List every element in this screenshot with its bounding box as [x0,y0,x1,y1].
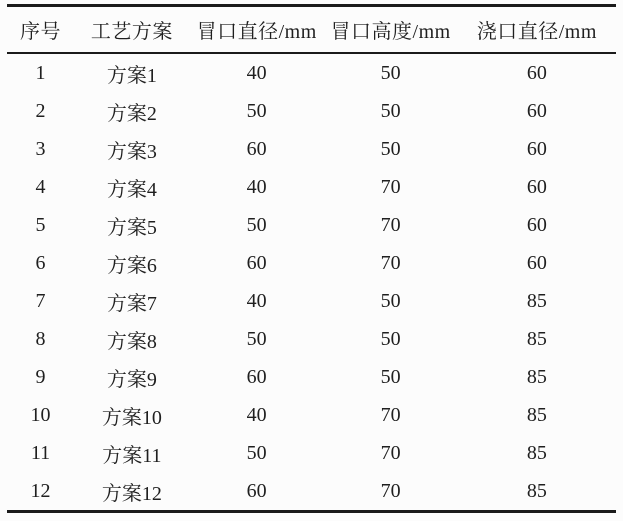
table-cell: 60 [246,365,267,388]
table-cell: 40 [246,289,267,312]
table-cell: 50 [380,137,401,160]
table-cell: 40 [246,175,267,198]
table-cell: 85 [526,441,547,464]
table-cell: 60 [526,99,547,122]
table-cell: 方案11 [102,444,162,467]
table-cell: 9 [35,365,46,388]
table-cell: 50 [246,327,267,350]
table-cell: 方案9 [106,368,157,391]
table-cell: 方案1 [106,64,157,87]
table-cell: 85 [526,479,547,502]
table-cell: 70 [380,251,401,274]
table-cell: 70 [380,479,401,502]
table-cell: 11 [30,441,51,464]
table-cell: 方案6 [106,254,157,277]
table-cell: 85 [526,365,547,388]
col-header-riser-height: 冒口高度/mm [324,6,458,54]
table-cell: 85 [526,403,547,426]
table-cell: 6 [35,251,46,274]
table-cell: 方案5 [106,216,157,239]
table-cell: 8 [35,327,46,350]
table-cell: 50 [380,327,401,350]
table-row [7,320,616,358]
table-cell: 50 [380,289,401,312]
table-cell: 60 [526,213,547,236]
table-cell: 5 [35,213,46,236]
table-cell: 50 [380,365,401,388]
process-scheme-table [7,4,616,513]
table-row [7,434,616,472]
table-header-row [7,6,616,54]
table-row [7,472,616,512]
table-cell: 60 [246,479,267,502]
table-cell: 方案3 [106,140,157,163]
table-cell: 50 [246,213,267,236]
col-header-riser-diameter: 冒口直径/mm [190,6,324,54]
table-row [7,92,616,130]
table-header [7,6,616,54]
table-cell: 4 [35,175,46,198]
table-cell: 70 [380,213,401,236]
table-cell: 70 [380,175,401,198]
table-row [7,168,616,206]
table-cell: 3 [35,137,46,160]
table-cell: 60 [246,251,267,274]
table-cell: 40 [246,61,267,84]
table-row [7,358,616,396]
table-row [7,244,616,282]
table-cell: 60 [526,251,547,274]
table-cell: 方案2 [106,102,157,125]
table-cell: 60 [526,61,547,84]
table-cell: 85 [526,327,547,350]
table-cell: 60 [526,175,547,198]
table-cell: 60 [526,137,547,160]
table-cell: 60 [246,137,267,160]
table-cell: 方案8 [106,330,157,353]
table-cell: 50 [246,99,267,122]
table-cell: 方案4 [106,178,157,201]
table-cell: 方案12 [101,482,162,505]
table-row [7,396,616,434]
table-cell: 12 [30,479,51,502]
table-cell: 70 [380,441,401,464]
table-row [7,53,616,92]
table-cell: 方案7 [106,292,157,315]
table-cell: 50 [380,99,401,122]
table-row [7,282,616,320]
table-cell: 70 [380,403,401,426]
table-cell: 方案10 [101,406,162,429]
table-body [7,53,616,512]
table-cell: 1 [35,61,46,84]
col-header-gate-diameter: 浇口直径/mm [458,6,616,54]
table-cell: 2 [35,99,46,122]
table-row [7,206,616,244]
table-cell: 50 [380,61,401,84]
table-cell: 85 [526,289,547,312]
table-row [7,130,616,168]
table-cell: 10 [30,403,51,426]
col-header-index: 序号 [7,6,74,54]
col-header-scheme: 工艺方案 [74,6,190,54]
table-cell: 7 [35,289,46,312]
table-cell: 40 [246,403,267,426]
table-cell: 50 [246,441,267,464]
